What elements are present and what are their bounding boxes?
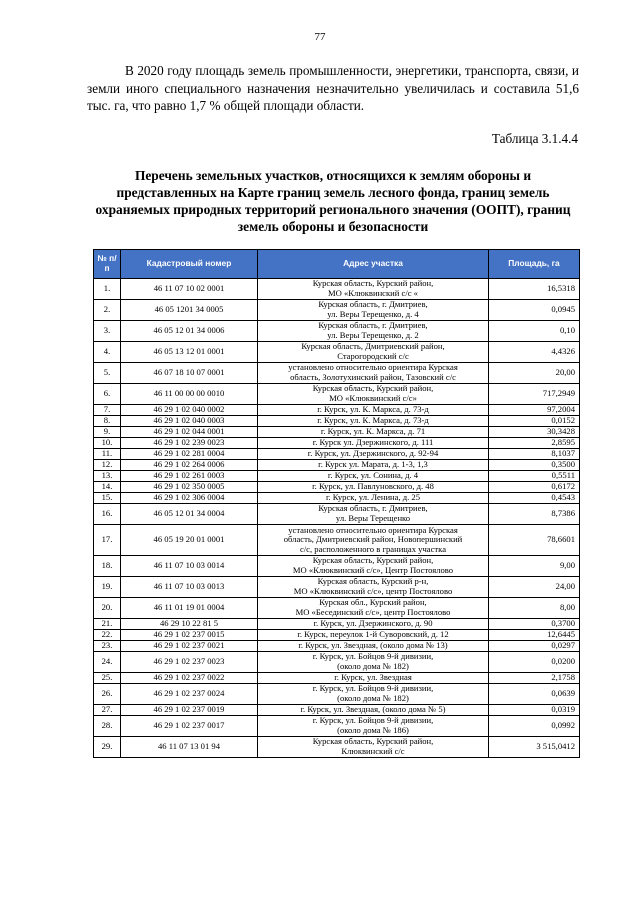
area-value: 24,00: [489, 577, 580, 598]
table-row: [94, 619, 580, 630]
row-number: 14.: [94, 482, 121, 493]
cadastral-number: 46 29 1 02 239 0023: [121, 438, 258, 449]
address-cell: [258, 416, 489, 427]
address-cell: [258, 449, 489, 460]
row-number: 17.: [94, 525, 121, 556]
table-reference: Таблица 3.1.4.4: [491, 131, 578, 146]
address-line: г. Курск, ул. Дзержинского, д. 92-94: [307, 448, 439, 459]
address-cell: [258, 556, 489, 577]
cadastral-number: 46 29 1 02 306 0004: [121, 493, 258, 504]
area-value: 3 515,0412: [489, 737, 580, 758]
table-row: [94, 705, 580, 716]
table-row: [94, 482, 580, 493]
row-number: 10.: [94, 438, 121, 449]
address-line: г. Курск, ул. Павлуновского, д. 48: [312, 481, 434, 492]
row-number: 16.: [94, 504, 121, 525]
area-value: 0,4543: [489, 493, 580, 504]
area-value: 0,0945: [489, 300, 580, 321]
area-value: 0,0152: [489, 416, 580, 427]
table-row: [94, 342, 580, 363]
address-line: Курская обл., Курский район,: [319, 597, 427, 608]
cadastral-number: 46 07 18 10 07 0001: [121, 363, 258, 384]
row-number: 1.: [94, 279, 121, 300]
row-number: 4.: [94, 342, 121, 363]
cadastral-number: 46 11 07 10 03 0013: [121, 577, 258, 598]
area-value: 2,1758: [489, 673, 580, 684]
table-row: [94, 405, 580, 416]
row-number: 11.: [94, 449, 121, 460]
address-line: установлено относительно ориентира Курская: [288, 524, 458, 535]
address-line: ул. Веры Терещенко: [335, 513, 411, 523]
address-line: (около дома № 182): [337, 693, 409, 703]
row-number: 29.: [94, 737, 121, 758]
table-row: [94, 641, 580, 652]
table-row: [94, 598, 580, 619]
address-line: Клюквинский с/с: [341, 746, 405, 756]
address-line: Курская область, Курский район,: [312, 555, 434, 566]
area-value: 4,4326: [489, 342, 580, 363]
cadastral-number: 46 29 1 02 237 0024: [121, 684, 258, 705]
area-value: 16,5318: [489, 279, 580, 300]
address-line: г. Курск, ул. К. Маркса, д. 73-д: [317, 404, 429, 415]
area-value: 0,0319: [489, 705, 580, 716]
cadastral-number: 46 29 1 02 237 0015: [121, 630, 258, 641]
cadastral-number: 46 11 07 10 02 0001: [121, 279, 258, 300]
address-cell: [258, 300, 489, 321]
header-cadastral: Кадастровый номер: [121, 250, 258, 279]
address-cell: [258, 705, 489, 716]
address-line: Старогородский с/с: [337, 351, 409, 361]
address-line: г. Курск, ул. Бойцов 9-й дивизии,: [312, 715, 434, 726]
row-number: 12.: [94, 460, 121, 471]
cadastral-number: 46 29 1 02 237 0021: [121, 641, 258, 652]
address-line: МО «Клюквинский с/с «: [328, 288, 418, 298]
area-value: 30,3428: [489, 427, 580, 438]
row-number: 13.: [94, 471, 121, 482]
table-row: [94, 471, 580, 482]
cadastral-number: 46 05 12 01 34 0006: [121, 321, 258, 342]
cadastral-number: 46 05 19 20 01 0001: [121, 525, 258, 556]
cadastral-number: 46 29 10 22 81 5: [121, 619, 258, 630]
area-value: 0,0639: [489, 684, 580, 705]
address-cell: [258, 279, 489, 300]
address-line: г. Курск, ул. Сонина, д. 4: [327, 470, 419, 481]
table-row: [94, 493, 580, 504]
land-plots-table: [93, 249, 580, 758]
area-value: 717,2949: [489, 384, 580, 405]
address-cell: [258, 482, 489, 493]
area-value: 0,3700: [489, 619, 580, 630]
area-value: 0,10: [489, 321, 580, 342]
address-cell: [258, 460, 489, 471]
cadastral-number: 46 29 1 02 044 0001: [121, 427, 258, 438]
table-row: [94, 438, 580, 449]
table-row: [94, 556, 580, 577]
row-number: 6.: [94, 384, 121, 405]
address-line: МО «Клюквинский с/с»: [329, 393, 417, 403]
row-number: 8.: [94, 416, 121, 427]
cadastral-number: 46 05 12 01 34 0004: [121, 504, 258, 525]
address-line: г. Курск, ул. К. Маркса, д. 73-д: [317, 415, 429, 426]
address-cell: [258, 641, 489, 652]
table-row: [94, 321, 580, 342]
address-line: г. Курск, ул. Звездная, (около дома № 5): [300, 704, 446, 715]
address-cell: [258, 363, 489, 384]
header-number: № п/п: [94, 250, 121, 279]
table-body: [94, 279, 580, 758]
row-number: 25.: [94, 673, 121, 684]
address-line: г. Курск, ул. Дзержинского, д. 90: [313, 618, 433, 629]
address-cell: [258, 598, 489, 619]
address-line: (около дома № 182): [337, 661, 409, 671]
table-row: [94, 737, 580, 758]
address-cell: [258, 619, 489, 630]
cadastral-number: 46 29 1 02 264 0006: [121, 460, 258, 471]
table-header-row: [94, 250, 580, 279]
table-row: [94, 363, 580, 384]
address-line: ул. Веры Терещенко, д. 2: [327, 330, 419, 340]
area-value: 0,5511: [489, 471, 580, 482]
address-line: Курская область, Курский район,: [312, 278, 434, 289]
area-value: 8,1037: [489, 449, 580, 460]
cadastral-number: 46 29 1 02 040 0003: [121, 416, 258, 427]
address-line: г. Курск, переулок 1-й Суворовский, д. 12: [297, 629, 449, 640]
cadastral-number: 46 29 1 02 040 0002: [121, 405, 258, 416]
table-row: [94, 652, 580, 673]
area-value: 0,0200: [489, 652, 580, 673]
row-number: 27.: [94, 705, 121, 716]
address-line: Курская область, Курский р-н,: [317, 576, 429, 587]
address-line: г. Курск, ул. К. Маркса, д. 71: [320, 426, 426, 437]
row-number: 7.: [94, 405, 121, 416]
cadastral-number: 46 05 1201 34 0005: [121, 300, 258, 321]
area-value: 0,6172: [489, 482, 580, 493]
table-row: [94, 427, 580, 438]
area-value: 0,0297: [489, 641, 580, 652]
address-cell: [258, 471, 489, 482]
address-line: г. Курск, ул. Звездная, (около дома № 13): [298, 640, 448, 651]
intro-paragraph: В 2020 году площадь земель промышленности, энергетики, транспорта, связи, и земли иного специального назначения незначительно увеличилась и составила 51,6 тыс. га, что равно 1,7 % общей площади области.: [87, 63, 579, 113]
row-number: 19.: [94, 577, 121, 598]
table-row: [94, 716, 580, 737]
cadastral-number: 46 29 1 02 261 0003: [121, 471, 258, 482]
table-row: [94, 577, 580, 598]
address-cell: [258, 630, 489, 641]
area-value: 9,00: [489, 556, 580, 577]
row-number: 22.: [94, 630, 121, 641]
cadastral-number: 46 29 1 02 350 0005: [121, 482, 258, 493]
header-area: Площадь, га: [489, 250, 580, 279]
address-cell: [258, 493, 489, 504]
row-number: 3.: [94, 321, 121, 342]
address-cell: [258, 525, 489, 556]
cadastral-number: 46 29 1 02 237 0023: [121, 652, 258, 673]
area-value: 97,2004: [489, 405, 580, 416]
address-cell: [258, 427, 489, 438]
cadastral-number: 46 11 07 13 01 94: [121, 737, 258, 758]
address-line: МО «Клюквинский с/с», центр Постоялово: [293, 586, 453, 596]
address-line: Курская область, г. Дмитриев,: [318, 320, 428, 331]
address-line: г. Курск ул. Дзержинского, д. 111: [312, 437, 434, 448]
address-line: (около дома № 186): [337, 725, 409, 735]
row-number: 23.: [94, 641, 121, 652]
address-cell: [258, 577, 489, 598]
page-number: 77: [314, 31, 326, 43]
address-cell: [258, 716, 489, 737]
area-value: 8,00: [489, 598, 580, 619]
address-cell: [258, 737, 489, 758]
cadastral-number: 46 11 01 19 01 0004: [121, 598, 258, 619]
table-row: [94, 300, 580, 321]
address-line: Курская область, г. Дмитриев,: [318, 503, 428, 514]
address-line: г. Курск, ул. Звездная: [334, 672, 412, 683]
table-row: [94, 449, 580, 460]
row-number: 20.: [94, 598, 121, 619]
row-number: 21.: [94, 619, 121, 630]
table-row: [94, 416, 580, 427]
address-line: г. Курск, ул. Ленина, д. 25: [325, 492, 421, 503]
row-number: 18.: [94, 556, 121, 577]
cadastral-number: 46 11 07 10 03 0014: [121, 556, 258, 577]
address-cell: [258, 321, 489, 342]
cadastral-number: 46 11 00 00 00 0010: [121, 384, 258, 405]
table-row: [94, 279, 580, 300]
address-line: область, Дмитриевский район, Новопершинский: [283, 534, 463, 545]
table-row: [94, 384, 580, 405]
area-value: 8,7386: [489, 504, 580, 525]
address-cell: [258, 342, 489, 363]
address-cell: [258, 405, 489, 416]
row-number: 9.: [94, 427, 121, 438]
address-line: г. Курск, ул. Бойцов 9-й дивизии,: [312, 683, 434, 694]
table-row: [94, 525, 580, 556]
row-number: 28.: [94, 716, 121, 737]
area-value: 0,0992: [489, 716, 580, 737]
area-value: 78,6601: [489, 525, 580, 556]
cadastral-number: 46 29 1 02 281 0004: [121, 449, 258, 460]
address-line: Курская область, Курский район,: [312, 736, 434, 747]
area-value: 0,3500: [489, 460, 580, 471]
address-cell: [258, 438, 489, 449]
address-line: Курская область, г. Дмитриев,: [318, 299, 428, 310]
table-row: [94, 673, 580, 684]
address-line: МО «Бесединский с/с», центр Постоялово: [295, 607, 451, 617]
address-line: установлено относительно ориентира Курская: [288, 362, 458, 373]
address-line: ул. Веры Терещенко, д. 4: [327, 309, 419, 319]
row-number: 5.: [94, 363, 121, 384]
cadastral-number: 46 29 1 02 237 0019: [121, 705, 258, 716]
area-value: 2,8595: [489, 438, 580, 449]
row-number: 15.: [94, 493, 121, 504]
address-cell: [258, 384, 489, 405]
cadastral-number: 46 29 1 02 237 0017: [121, 716, 258, 737]
address-line: с/с, расположенного в границах участка: [299, 543, 447, 554]
area-value: 20,00: [489, 363, 580, 384]
address-cell: [258, 684, 489, 705]
row-number: 2.: [94, 300, 121, 321]
address-line: Курская область, Курский район,: [312, 383, 434, 394]
area-value: 12,6445: [489, 630, 580, 641]
table-row: [94, 630, 580, 641]
header-address: Адрес участка: [258, 250, 489, 279]
cadastral-number: 46 05 13 12 01 0001: [121, 342, 258, 363]
table-title: Перечень земельных участков, относящихся к землям обороны и представленных на Карте границ земель лесного фонда, границ земель охраняемых природных территорий регионального значения (ООПТ), границ земель обороны и безопасности: [95, 168, 571, 234]
address-cell: [258, 652, 489, 673]
table-row: [94, 460, 580, 471]
row-number: 24.: [94, 652, 121, 673]
table-row: [94, 684, 580, 705]
cadastral-number: 46 29 1 02 237 0022: [121, 673, 258, 684]
address-line: область, Золотухинский район, Тазовский с/с: [290, 372, 456, 382]
address-line: Курская область, Дмитриевский район,: [301, 341, 445, 352]
address-line: г. Курск, ул. Бойцов 9-й дивизии,: [312, 651, 434, 662]
table-row: [94, 504, 580, 525]
address-line: МО «Клюквинский с/с», Центр Постоялово: [292, 565, 454, 575]
address-cell: [258, 504, 489, 525]
address-cell: [258, 673, 489, 684]
address-line: г. Курск ул. Марата, д. 1-3, 1,3: [318, 459, 428, 470]
row-number: 26.: [94, 684, 121, 705]
